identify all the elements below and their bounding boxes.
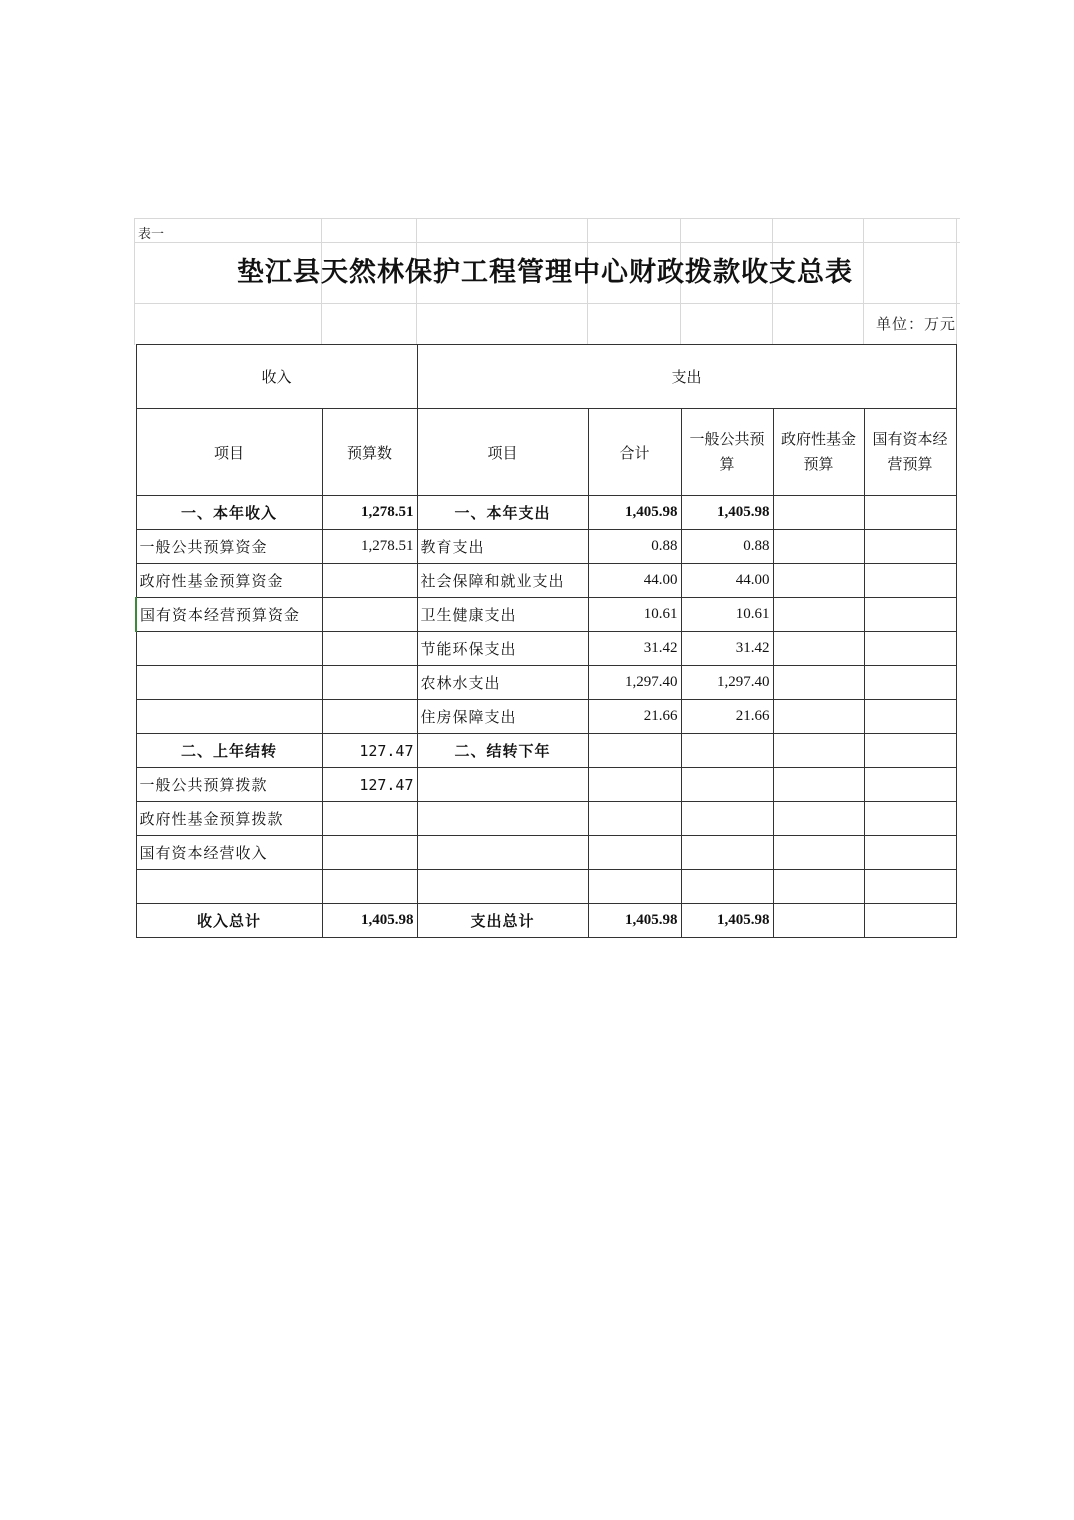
state-capital-cell [864, 904, 956, 938]
general-budget-cell: 1,405.98 [681, 904, 773, 938]
table-row [136, 700, 956, 734]
income-item-cell: 政府性基金预算资金 [136, 564, 322, 598]
expense-total-cell: 21.66 [588, 700, 681, 734]
general-budget-cell: 1,405.98 [681, 496, 773, 530]
table-row [136, 870, 956, 904]
state-capital-cell [864, 768, 956, 802]
income-item-cell: 国有资本经营收入 [136, 836, 322, 870]
table-row [136, 530, 956, 564]
income-item-cell [136, 870, 322, 904]
gov-fund-header: 政府性基金预算 [773, 409, 864, 496]
gov-fund-cell [773, 802, 864, 836]
general-budget-cell: 10.61 [681, 598, 773, 632]
income-item-cell: 二、上年结转 [136, 734, 322, 768]
gov-fund-cell [773, 768, 864, 802]
expense-item-cell: 节能环保支出 [417, 632, 588, 666]
table-row [136, 564, 956, 598]
income-item-cell: 国有资本经营预算资金 [136, 598, 322, 632]
gov-fund-cell [773, 632, 864, 666]
state-capital-cell [864, 870, 956, 904]
expense-item-cell: 卫生健康支出 [417, 598, 588, 632]
general-budget-cell [681, 836, 773, 870]
income-value-cell: 1,405.98 [322, 904, 417, 938]
income-value-cell [322, 802, 417, 836]
state-capital-cell [864, 734, 956, 768]
general-budget-cell: 1,297.40 [681, 666, 773, 700]
gov-fund-cell [773, 598, 864, 632]
gov-fund-cell [773, 734, 864, 768]
income-value-cell [322, 870, 417, 904]
sheet-label: 表一 [138, 227, 165, 242]
state-capital-cell [864, 836, 956, 870]
general-budget-cell [681, 734, 773, 768]
gov-fund-cell [773, 564, 864, 598]
income-value-cell: 127.47 [322, 768, 417, 802]
general-budget-cell: 44.00 [681, 564, 773, 598]
expense-total-cell: 10.61 [588, 598, 681, 632]
general-budget-cell: 0.88 [681, 530, 773, 564]
gov-fund-cell [773, 530, 864, 564]
general-budget-cell [681, 870, 773, 904]
general-budget-header: 一般公共预算 [681, 409, 773, 496]
gov-fund-cell [773, 836, 864, 870]
general-budget-cell [681, 768, 773, 802]
income-item-header: 项目 [136, 409, 322, 496]
expense-total-cell: 1,297.40 [588, 666, 681, 700]
expense-item-cell: 二、结转下年 [417, 734, 588, 768]
expense-item-cell: 住房保障支出 [417, 700, 588, 734]
income-item-cell: 一、本年收入 [136, 496, 322, 530]
expense-item-cell: 支出总计 [417, 904, 588, 938]
state-capital-cell [864, 700, 956, 734]
income-value-cell: 1,278.51 [322, 496, 417, 530]
gov-fund-cell [773, 904, 864, 938]
table-row [136, 836, 956, 870]
expense-total-header: 合计 [588, 409, 681, 496]
table-row [136, 802, 956, 836]
income-value-cell: 1,278.51 [322, 530, 417, 564]
income-value-cell [322, 700, 417, 734]
income-value-cell [322, 666, 417, 700]
expense-total-cell [588, 734, 681, 768]
expense-item-cell [417, 836, 588, 870]
table-row [136, 904, 956, 938]
expense-item-cell: 农林水支出 [417, 666, 588, 700]
unit-label: 单位：万元 [875, 315, 956, 333]
expense-header: 支出 [417, 345, 956, 409]
income-item-cell: 一般公共预算拨款 [136, 768, 322, 802]
general-budget-cell [681, 802, 773, 836]
state-capital-cell [864, 564, 956, 598]
gov-fund-cell [773, 870, 864, 904]
expense-total-cell: 44.00 [588, 564, 681, 598]
table-row [136, 598, 956, 632]
expense-total-cell [588, 836, 681, 870]
state-capital-cell [864, 802, 956, 836]
income-item-cell: 一般公共预算资金 [136, 530, 322, 564]
table-row [136, 734, 956, 768]
state-capital-cell [864, 666, 956, 700]
income-budget-header: 预算数 [322, 409, 417, 496]
income-item-cell [136, 700, 322, 734]
expense-item-cell: 一、本年支出 [417, 496, 588, 530]
expense-item-cell [417, 870, 588, 904]
state-capital-cell [864, 530, 956, 564]
general-budget-cell: 21.66 [681, 700, 773, 734]
expense-item-cell [417, 768, 588, 802]
income-item-cell: 政府性基金预算拨款 [136, 802, 322, 836]
state-capital-cell [864, 496, 956, 530]
table-row [136, 632, 956, 666]
income-value-cell [322, 564, 417, 598]
expense-item-cell [417, 802, 588, 836]
state-capital-cell [864, 632, 956, 666]
income-value-cell [322, 632, 417, 666]
expense-total-cell [588, 870, 681, 904]
table-row [136, 768, 956, 802]
table-row [136, 496, 956, 530]
expense-total-cell: 1,405.98 [588, 496, 681, 530]
expense-item-cell: 教育支出 [417, 530, 588, 564]
income-header: 收入 [136, 345, 417, 409]
expense-total-cell: 31.42 [588, 632, 681, 666]
income-value-cell: 127.47 [322, 734, 417, 768]
table-row [136, 666, 956, 700]
expense-total-cell: 0.88 [588, 530, 681, 564]
state-capital-header: 国有资本经营预算 [864, 409, 956, 496]
expense-total-cell [588, 802, 681, 836]
gov-fund-cell [773, 666, 864, 700]
state-capital-cell [864, 598, 956, 632]
expense-total-cell: 1,405.98 [588, 904, 681, 938]
expense-item-cell: 社会保障和就业支出 [417, 564, 588, 598]
finance-summary-table [135, 344, 957, 938]
income-value-cell [322, 598, 417, 632]
expense-total-cell [588, 768, 681, 802]
income-value-cell [322, 836, 417, 870]
income-item-cell [136, 632, 322, 666]
expense-item-header: 项目 [417, 409, 588, 496]
gov-fund-cell [773, 496, 864, 530]
general-budget-cell: 31.42 [681, 632, 773, 666]
page-title: 垫江县天然林保护工程管理中心财政拨款收支总表 [237, 257, 853, 288]
income-item-cell [136, 666, 322, 700]
income-item-cell: 收入总计 [136, 904, 322, 938]
gov-fund-cell [773, 700, 864, 734]
